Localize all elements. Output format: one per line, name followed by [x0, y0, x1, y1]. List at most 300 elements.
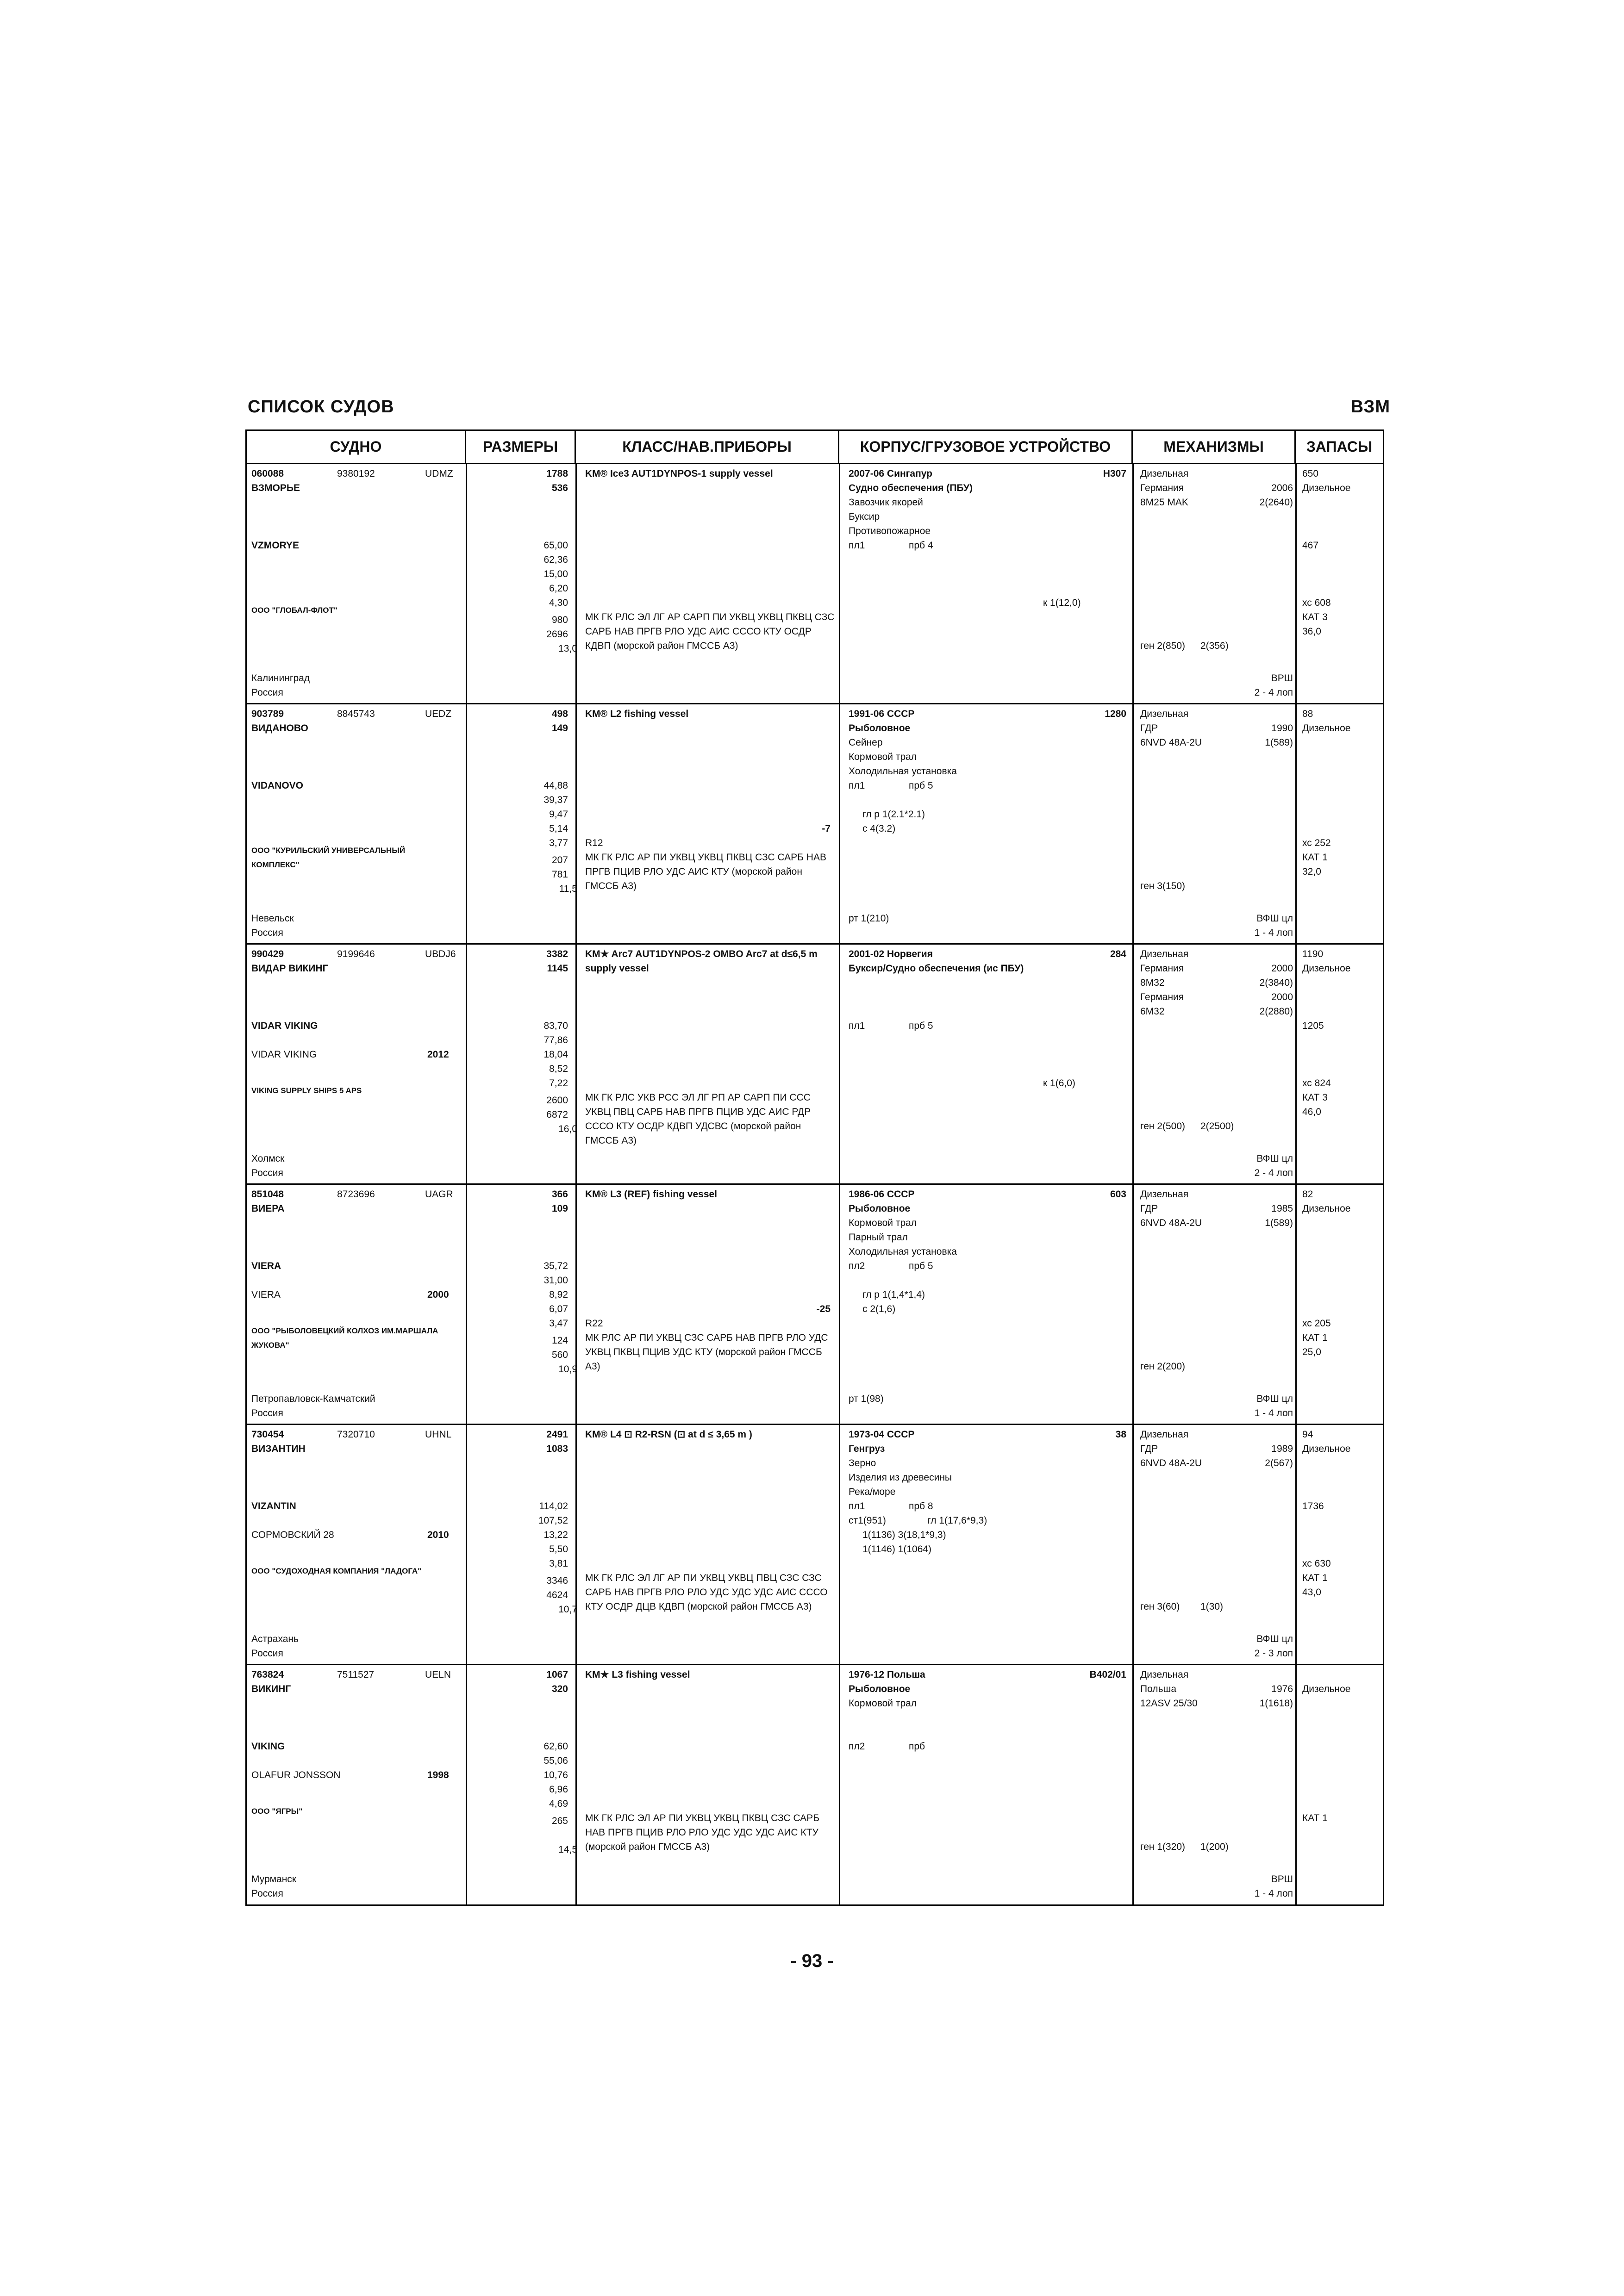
boat-info: рт 1(98): [849, 1394, 884, 1404]
stock-value: КАТ 1: [1302, 852, 1328, 863]
propeller-blades: 1 - 4 лоп: [1254, 927, 1293, 938]
dimension-value: 15,00: [543, 569, 568, 579]
stock-value: 25,0: [1302, 1347, 1321, 1357]
build-info: 2007-06 Сингапур: [849, 468, 933, 479]
net-tonnage: 1083: [546, 1444, 568, 1454]
machinery-info: Германия: [1140, 483, 1184, 493]
machinery-value: 1(589): [1265, 737, 1293, 748]
size-value: 207: [551, 855, 568, 866]
size-value: 3346: [546, 1575, 568, 1587]
column-divider: [1295, 704, 1297, 943]
dimension-value: 9,47: [549, 809, 568, 820]
country: Россия: [251, 1888, 283, 1899]
hull-type: Зерно: [849, 1458, 876, 1468]
imo-number: 7320710: [337, 1429, 375, 1440]
page-title: СПИСОК СУДОВ: [248, 397, 394, 417]
cargo-info: 1(1136) 3(18,1*9,3): [862, 1530, 946, 1540]
fuel-capacity: 650: [1302, 468, 1319, 479]
yard-number: 1280: [1105, 709, 1126, 719]
boat-info: рт 1(210): [849, 913, 889, 924]
deck-info: пл2: [849, 1741, 865, 1752]
dimension-value: 44,88: [543, 780, 568, 791]
registry-number: 763824: [251, 1669, 284, 1680]
stock-value: 1205: [1302, 1020, 1324, 1031]
machinery-info: 6NVD 48A-2U: [1140, 737, 1202, 748]
yard-number: H307: [1103, 468, 1126, 479]
dimension-value: 6,07: [549, 1304, 568, 1314]
deck-info: пл1: [849, 540, 865, 551]
machinery-info: Польша: [1140, 1684, 1177, 1694]
column-header-ship: СУДНО: [247, 431, 466, 463]
fuel-capacity: 88: [1302, 709, 1313, 719]
dimension-value: 8,92: [549, 1289, 568, 1300]
machinery-value: 1990: [1271, 723, 1293, 734]
column-divider: [839, 945, 840, 1183]
imo-number: 7511527: [337, 1669, 375, 1680]
ship-row: [247, 1425, 1383, 1665]
dimension-value: 7,22: [549, 1078, 568, 1089]
hull-type: Сейнер: [849, 737, 883, 748]
net-tonnage: 536: [551, 483, 568, 493]
column-divider: [1132, 704, 1134, 943]
class-notation: KM★ L3 fishing vessel: [585, 1669, 690, 1680]
fuel-type: Дизельное: [1302, 1444, 1351, 1454]
build-info: 1973-04 СССР: [849, 1429, 915, 1440]
stock-value: 46,0: [1302, 1107, 1321, 1117]
ship-name: ВИЕРА: [251, 1203, 285, 1214]
deck-info: пл2: [849, 1261, 865, 1271]
registry-number: 060088: [251, 468, 284, 479]
ship-row: [247, 464, 1383, 704]
column-divider: [575, 945, 577, 1183]
machinery-value: 2(2880): [1259, 1006, 1293, 1017]
former-name-year: 2010: [427, 1530, 449, 1540]
call-sign: UBDJ6: [425, 949, 456, 959]
yard-number: 38: [1115, 1429, 1126, 1440]
ship-row: [247, 1665, 1383, 1905]
cargo-info: 1(1146) 1(1064): [862, 1544, 932, 1555]
machinery-info: 6NVD 48A-2U: [1140, 1458, 1202, 1468]
stock-value: КАТ 1: [1302, 1573, 1328, 1583]
column-divider: [1295, 1665, 1297, 1905]
former-name-year: 2000: [427, 1289, 449, 1300]
machinery-info: Германия: [1140, 992, 1184, 1002]
former-name: OLAFUR JONSSON: [251, 1770, 341, 1780]
former-name: VIERA: [251, 1289, 281, 1300]
net-tonnage: 320: [551, 1684, 568, 1694]
dimension-value: 62,60: [543, 1741, 568, 1752]
machinery-info: 6M32: [1140, 1006, 1165, 1017]
table-header: [247, 431, 1383, 464]
deck-info: прб 8: [909, 1501, 933, 1512]
fuel-capacity: 1190: [1302, 949, 1324, 959]
column-header-machinery: МЕХАНИЗМЫ: [1133, 431, 1296, 463]
class-notation: KM® L3 (REF) fishing vessel: [585, 1189, 718, 1200]
cargo-info: гл р 1(1,4*1,4): [862, 1289, 925, 1300]
nav-instruments: МК ГК РЛС ЭЛ АР ПИ УКВЦ УКВЦ ПКВЦ СЗС САРБ НАВ ПРГВ ПЦИВ РЛО РЛО УДС УДС УДС АИС КТУ (морской район ГМССБ А3): [585, 1813, 819, 1852]
hull-type: Холодильная установка: [849, 766, 957, 777]
dimension-value: 83,70: [543, 1020, 568, 1031]
dimension-value: 77,86: [543, 1035, 568, 1045]
generator-info: ген 2(500): [1140, 1121, 1186, 1132]
hull-type: Кормовой трал: [849, 1698, 917, 1709]
size-value: 980: [551, 615, 568, 626]
dimension-value: 55,06: [543, 1755, 568, 1766]
hull-type: Рыболовное: [849, 723, 911, 734]
former-name: СОРМОВСКИЙ 28: [251, 1530, 334, 1540]
column-divider: [839, 1665, 840, 1905]
fuel-type: Дизельное: [1302, 723, 1351, 734]
propeller-type: ВФШ цл: [1256, 913, 1293, 924]
country: Россия: [251, 1648, 283, 1659]
fuel-capacity: 82: [1302, 1189, 1313, 1200]
deck-info: пл1: [849, 780, 865, 791]
column-divider: [1132, 1665, 1134, 1905]
machinery-value: 2(567): [1265, 1458, 1293, 1468]
nav-instruments: МК ГК РЛС АР ПИ УКВЦ УКВЦ ПКВЦ СЗС САРБ НАВ ПРГВ ПЦИВ РЛО УДС АИС КТУ (морской район ГМССБ А3): [585, 852, 826, 891]
column-divider: [839, 1425, 840, 1664]
ship-name: ВИКИНГ: [251, 1684, 291, 1694]
machinery-info: Дизельная: [1140, 949, 1189, 959]
column-header-sizes: РАЗМЕРЫ: [466, 431, 576, 463]
registry-number: 851048: [251, 1189, 284, 1200]
propeller-type: ВФШ цл: [1256, 1634, 1293, 1644]
fuel-type: Дизельное: [1302, 1203, 1351, 1214]
machinery-value: 2006: [1271, 483, 1293, 493]
ship-row: [247, 704, 1383, 945]
cargo-info: с 2(1,6): [862, 1304, 896, 1314]
home-port: Петропавловск-Камчатский: [251, 1394, 375, 1404]
ship-name-latin: VIERA: [251, 1261, 281, 1271]
stock-value: хс 252: [1302, 838, 1331, 848]
ship-name-latin: VIDAR VIKING: [251, 1020, 318, 1031]
fuel-type: Дизельное: [1302, 1684, 1351, 1694]
imo-number: 8723696: [337, 1189, 375, 1200]
hull-type: Противопожарное: [849, 526, 931, 536]
stock-value: КАТ 1: [1302, 1332, 1328, 1343]
page-number: - 93 -: [790, 1951, 834, 1971]
class-notation: KM® L4 ⊡ R2-RSN (⊡ at d ≤ 3,65 m ): [585, 1429, 752, 1440]
hull-type: Холодильная установка: [849, 1246, 957, 1257]
machinery-value: 1(1618): [1259, 1698, 1293, 1709]
former-name-year: 2012: [427, 1049, 449, 1060]
stock-value: хс 824: [1302, 1078, 1331, 1089]
machinery-info: ГДР: [1140, 1444, 1158, 1454]
machinery-value: 2000: [1271, 992, 1293, 1002]
net-tonnage: 109: [551, 1203, 568, 1214]
hull-type: Кормовой трал: [849, 752, 917, 762]
column-divider: [1132, 464, 1134, 703]
size-value: 6872: [546, 1109, 568, 1120]
hull-type: Парный трал: [849, 1232, 908, 1243]
call-sign: UHNL: [425, 1429, 452, 1440]
nav-instruments: МК ГК РЛС УКВ РСС ЭЛ ЛГ РП АР САРП ПИ ССС УКВЦ ПВЦ САРБ НАВ ПРГВ ПЦИВ УДС АИС РДР СССО КТУ ОСДР КДВП УДСВС (морской район ГМССБ А3): [585, 1092, 811, 1146]
call-sign: UAGR: [425, 1189, 453, 1200]
gross-tonnage: 1067: [546, 1669, 568, 1680]
net-tonnage: 149: [551, 723, 568, 734]
hull-type: Буксир/Судно обеспечения (ис ПБУ): [849, 963, 1024, 974]
dimension-value: 31,00: [543, 1275, 568, 1286]
propeller-type: ВРШ: [1271, 673, 1293, 684]
former-name: VIDAR VIKING: [251, 1049, 317, 1060]
stock-value: хс 630: [1302, 1558, 1331, 1569]
column-divider: [1132, 1425, 1134, 1664]
class-notation: KM® Ice3 AUT1DYNPOS-1 supply vessel: [585, 468, 773, 479]
former-name-year: 1998: [427, 1770, 449, 1780]
owner: ООО "СУДОХОДНАЯ КОМПАНИЯ "ЛАДОГА": [251, 1566, 422, 1575]
generator-info: ген 2(850): [1140, 641, 1186, 651]
machinery-info: Дизельная: [1140, 1429, 1189, 1440]
dimension-value: 5,50: [549, 1544, 568, 1555]
size-value: 11,5: [559, 884, 577, 895]
build-info: 1991-06 СССР: [849, 709, 915, 719]
class-notation: KM★ Arc7 AUT1DYNPOS-2 OMBO Arc7 at d≤6,5 m supply vessel: [585, 949, 818, 974]
ship-name: ВИДАНОВО: [251, 723, 308, 734]
crane-info: к 1(6,0): [1043, 1078, 1075, 1089]
generator-info: 2(2500): [1200, 1121, 1234, 1132]
stock-value: хс 608: [1302, 597, 1331, 608]
generator-info: ген 1(320): [1140, 1842, 1186, 1852]
owner: ООО "РЫБОЛОВЕЦКИЙ КОЛХОЗ ИМ.МАРШАЛА ЖУКОВА": [251, 1326, 438, 1350]
size-value: 10,7: [558, 1604, 577, 1615]
build-info: 2001-02 Норвегия: [849, 949, 933, 959]
dimension-value: 18,04: [543, 1049, 568, 1060]
gross-tonnage: 1788: [546, 468, 568, 479]
hull-type: Рыболовное: [849, 1203, 911, 1214]
machinery-info: 12ASV 25/30: [1140, 1698, 1198, 1709]
dimension-value: 10,76: [543, 1770, 568, 1780]
fuel-type: Дизельное: [1302, 483, 1351, 493]
dimension-value: 65,00: [543, 540, 568, 551]
registry-number: 730454: [251, 1429, 284, 1440]
machinery-value: 1985: [1271, 1203, 1293, 1214]
propeller-blades: 1 - 4 лоп: [1254, 1888, 1293, 1899]
home-port: Невельск: [251, 913, 294, 924]
dimension-value: 3,81: [549, 1558, 568, 1569]
stock-value: КАТ 1: [1302, 1813, 1328, 1823]
fuel-type: Дизельное: [1302, 963, 1351, 974]
size-value: 2600: [546, 1095, 568, 1106]
propeller-blades: 2 - 3 лоп: [1254, 1648, 1293, 1659]
deck-info: пл1: [849, 1501, 865, 1512]
country: Россия: [251, 927, 283, 938]
propeller-blades: 2 - 4 лоп: [1254, 1168, 1293, 1178]
ship-name-latin: VZMORYE: [251, 540, 300, 551]
fuel-capacity: 94: [1302, 1429, 1313, 1440]
generator-info: ген 3(60): [1140, 1601, 1180, 1612]
dimension-value: 4,30: [549, 597, 568, 608]
call-sign: UELN: [425, 1669, 451, 1680]
stock-value: КАТ 3: [1302, 1092, 1328, 1103]
machinery-info: Дизельная: [1140, 1669, 1189, 1680]
machinery-info: Дизельная: [1140, 1189, 1189, 1200]
cargo-info: гл 1(17,6*9,3): [927, 1515, 987, 1526]
column-divider: [1132, 1185, 1134, 1424]
column-divider: [575, 1185, 577, 1424]
dimension-value: 6,96: [549, 1784, 568, 1795]
dimension-value: 8,52: [549, 1064, 568, 1074]
column-divider: [575, 1665, 577, 1905]
hull-type: Рыболовное: [849, 1684, 911, 1694]
column-divider: [1295, 464, 1297, 703]
yard-number: B402/01: [1089, 1669, 1126, 1680]
registry-number: 903789: [251, 709, 284, 719]
nav-instruments: МК ГК РЛС ЭЛ ЛГ АР САРП ПИ УКВЦ УКВЦ ПКВЦ СЗС САРБ НАВ ПРГВ РЛО УДС АИС СССО КТУ ОСДР КДВП (морской район ГМССБ А3): [585, 612, 835, 651]
country: Россия: [251, 1168, 283, 1178]
cargo-info: с 4(3.2): [862, 823, 896, 834]
dimension-value: 39,37: [543, 795, 568, 805]
column-header-class: КЛАСС/НАВ.ПРИБОРЫ: [576, 431, 839, 463]
class-code: R22: [585, 1318, 603, 1329]
propeller-blades: 1 - 4 лоп: [1254, 1408, 1293, 1419]
generator-info: 1(200): [1200, 1842, 1229, 1852]
deck-info: прб: [909, 1741, 925, 1752]
column-divider: [839, 1185, 840, 1424]
gross-tonnage: 2491: [546, 1429, 568, 1440]
ship-name: ВИЗАНТИН: [251, 1444, 306, 1454]
dimension-value: 3,47: [549, 1318, 568, 1329]
ship-row: [247, 945, 1383, 1185]
hull-type: Судно обеспечения (ПБУ): [849, 483, 973, 493]
machinery-value: 2(2640): [1259, 497, 1293, 508]
build-info: 1976-12 Польша: [849, 1669, 925, 1680]
machinery-info: Дизельная: [1140, 709, 1189, 719]
home-port: Астрахань: [251, 1634, 299, 1644]
propeller-type: ВРШ: [1271, 1874, 1293, 1885]
section-code: ВЗМ: [1350, 397, 1390, 417]
dimension-value: 4,69: [549, 1798, 568, 1809]
class-notation: KM® L2 fishing vessel: [585, 709, 689, 719]
generator-info: ген 2(200): [1140, 1361, 1186, 1372]
hull-type: Река/море: [849, 1487, 896, 1497]
ship-name: ВЗМОРЬЕ: [251, 483, 300, 493]
dimension-value: 6,20: [549, 583, 568, 594]
size-value: 781: [551, 869, 568, 880]
dimension-value: 5,14: [549, 823, 568, 834]
cargo-info: гл р 1(2.1*2.1): [862, 809, 925, 820]
nav-instruments: МК ГК РЛС ЭЛ ЛГ АР ПИ УКВЦ УКВЦ ПВЦ СЗС СЗС САРБ НАВ ПРГВ РЛО РЛО УДС УДС УДС АИС СССО КТУ ОСДР ДЦВ КДВП (морской район ГМССБ А3): [585, 1573, 828, 1612]
dimension-value: 114,02: [539, 1501, 568, 1512]
size-value: 2696: [546, 629, 568, 640]
home-port: Холмск: [251, 1153, 285, 1164]
stock-value: 467: [1302, 540, 1319, 551]
yard-number: 603: [1110, 1189, 1126, 1200]
column-divider: [839, 704, 840, 943]
imo-number: 9199646: [337, 949, 375, 959]
size-value: 16,0: [558, 1124, 577, 1135]
machinery-value: 2(3840): [1259, 977, 1293, 988]
deck-info: прб 5: [909, 1020, 933, 1031]
owner: ООО "ГЛОБАЛ-ФЛОТ": [251, 605, 337, 615]
home-port: Мурманск: [251, 1874, 297, 1885]
propeller-blades: 2 - 4 лоп: [1254, 687, 1293, 698]
size-value: 4624: [546, 1590, 568, 1601]
stock-value: хс 205: [1302, 1318, 1331, 1329]
owner: VIKING SUPPLY SHIPS 5 APS: [251, 1086, 362, 1095]
class-mark: -7: [822, 823, 831, 834]
stock-value: 32,0: [1302, 866, 1321, 877]
deck-info: прб 4: [909, 540, 933, 551]
country: Россия: [251, 687, 283, 698]
ship-name-latin: VIKING: [251, 1741, 285, 1752]
column-header-stocks: ЗАПАСЫ: [1306, 438, 1373, 455]
dimension-value: 107,52: [538, 1515, 568, 1526]
column-divider: [1295, 1185, 1297, 1424]
deck-info: прб 5: [909, 1261, 933, 1271]
country: Россия: [251, 1408, 283, 1419]
gross-tonnage: 366: [551, 1189, 568, 1200]
hull-type: Буксир: [849, 511, 880, 522]
yard-number: 284: [1110, 949, 1126, 959]
dimension-value: 3,77: [549, 838, 568, 848]
imo-number: 8845743: [337, 709, 375, 719]
column-divider: [1295, 945, 1297, 1183]
generator-info: 1(30): [1200, 1601, 1224, 1612]
nav-instruments: МК РЛС АР ПИ УКВЦ СЗС САРБ НАВ ПРГВ РЛО УДС УКВЦ ПКВЦ ПЦИВ УДС КТУ (морской район ГМССБ А3): [585, 1332, 828, 1372]
propeller-type: ВФШ цл: [1256, 1153, 1293, 1164]
registry-number: 990429: [251, 949, 284, 959]
size-value: 10,9: [558, 1364, 577, 1375]
machinery-info: ГДР: [1140, 1203, 1158, 1214]
machinery-info: Германия: [1140, 963, 1184, 974]
machinery-info: 8M32: [1140, 977, 1165, 988]
deck-info: пл1: [849, 1020, 865, 1031]
dimension-value: 62,36: [543, 554, 568, 565]
machinery-info: Дизельная: [1140, 468, 1189, 479]
hull-type: Изделия из древесины: [849, 1472, 952, 1483]
propeller-type: ВФШ цл: [1256, 1394, 1293, 1404]
owner: ООО "КУРИЛЬСКИЙ УНИВЕРСАЛЬНЫЙ КОМПЛЕКС": [251, 846, 406, 869]
class-code: R12: [585, 838, 603, 848]
machinery-info: 6NVD 48A-2U: [1140, 1218, 1202, 1228]
machinery-info: ГДР: [1140, 723, 1158, 734]
generator-info: ген 3(150): [1140, 881, 1186, 891]
machinery-value: 1989: [1271, 1444, 1293, 1454]
crane-info: к 1(12,0): [1043, 597, 1081, 608]
call-sign: UEDZ: [425, 709, 452, 719]
hull-type: Генгруз: [849, 1444, 885, 1454]
size-value: 265: [551, 1816, 568, 1827]
size-value: 124: [551, 1335, 568, 1346]
net-tonnage: 1145: [547, 963, 568, 974]
column-divider: [575, 1425, 577, 1664]
home-port: Калининград: [251, 673, 310, 684]
ship-name: ВИДАР ВИКИНГ: [251, 963, 328, 974]
dimension-value: 13,22: [543, 1530, 568, 1540]
column-divider: [839, 464, 840, 703]
deck-info: прб 5: [909, 780, 933, 791]
owner: ООО "ЯГРЫ": [251, 1806, 303, 1816]
machinery-value: 1976: [1271, 1684, 1293, 1694]
build-info: 1986-06 СССР: [849, 1189, 915, 1200]
gross-tonnage: 498: [551, 709, 568, 719]
gross-tonnage: 3382: [546, 949, 568, 959]
column-divider: [1295, 1425, 1297, 1664]
hull-type: Кормовой трал: [849, 1218, 917, 1228]
stock-value: 1736: [1302, 1501, 1324, 1512]
stock-value: 43,0: [1302, 1587, 1321, 1598]
ship-table: [245, 429, 1384, 1906]
ship-name-latin: VIZANTIN: [251, 1501, 296, 1512]
cargo-info: ст1(951): [849, 1515, 886, 1526]
column-divider: [1132, 945, 1134, 1183]
dimension-value: 35,72: [543, 1261, 568, 1271]
size-value: 560: [551, 1350, 568, 1361]
ship-row: [247, 1185, 1383, 1425]
column-header-hull: КОРПУС/ГРУЗОВОЕ УСТРОЙСТВО: [839, 431, 1133, 463]
size-value: 14,5: [558, 1844, 577, 1855]
stock-value: КАТ 3: [1302, 612, 1328, 622]
